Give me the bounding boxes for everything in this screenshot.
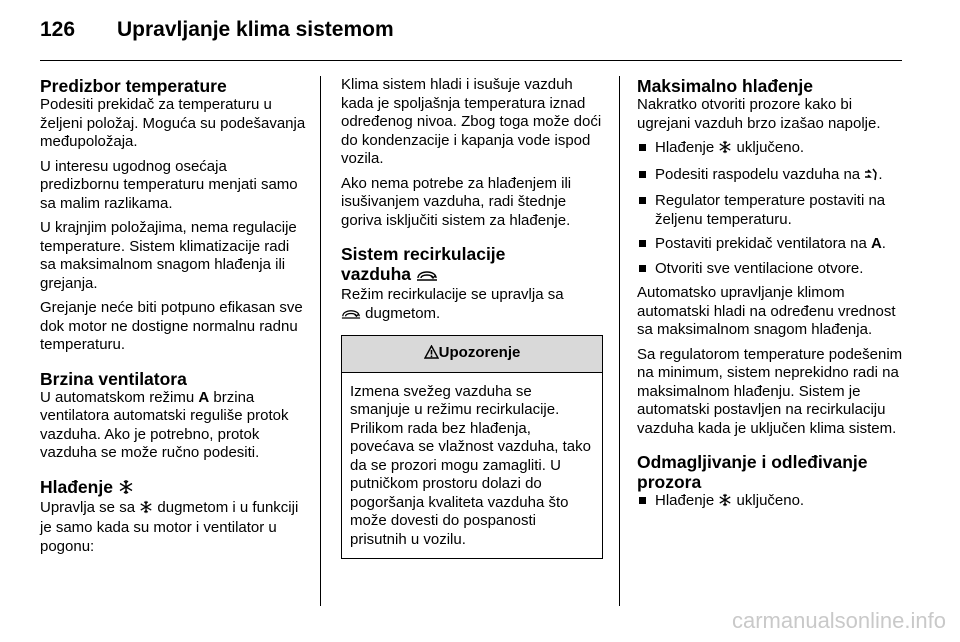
warning-text: Izmena svežeg vazduha se smanjuje u režimu recirkulacije. Prilikom rada bez hlađenja, povećava se vlažnost vazduha, tako da se prozori mogu zamagliti. U putničkom prostoru dolazi do pogoršanja kvaliteta vazduha što može dovesti do pospanosti prisutnih u vozilu. [350, 382, 591, 548]
paragraph: Podesiti prekidač za temperaturu u željeni položaj. Moguća su podešavanja međupoložaja. [40, 96, 306, 150]
snowflake-icon [718, 140, 732, 160]
paragraph: Nakratko otvoriti prozore kako bi ugrejani vazduh brzo izašao napolje. [637, 96, 881, 132]
paragraph: Sa regulatorom temperature podešenim na minimum, sistem neprekidno radi na maksimalnom hlađenju. Sistem je automatski postavljen na recirkulaciju vazduha kada je uključen klima sistem. [637, 345, 903, 437]
column-1 [40, 76, 308, 562]
column-divider-2 [619, 76, 620, 606]
heading-recirkulacija: Sistem recirkulacije vazduha [341, 244, 506, 284]
chapter-title: Upravljanje klima sistemom [117, 18, 394, 41]
paragraph: Automatsko upravljanje klimom automatski hladi na određenu vrednost sa maksimalnom snagom hlađenja. [637, 284, 896, 338]
recirculation-icon [341, 307, 361, 326]
heading-odmagljivanje: Odmagljivanje i odleđivanje prozora [637, 452, 868, 492]
auto-symbol: A [198, 388, 210, 406]
paragraph: U automatskom režimu A brzina ventilatora automatski reguliše protok vazduha. Ako je potrebno, protok vazduha se može ručno podesiti. [40, 388, 289, 461]
paragraph: U interesu ugodnog osećaja predizbornu temperaturu menjati samo sa malim razlikama. [40, 157, 298, 212]
page-number: 126 [40, 18, 76, 41]
list-item: Postaviti prekidač ventilatora na A. [637, 235, 907, 254]
warning-title: Upozorenje [438, 344, 521, 361]
bullet-list [637, 492, 907, 513]
list-item: Hlađenje uključeno. [637, 139, 907, 160]
column-3 [637, 76, 907, 519]
heading-predizbor: Predizbor temperature [40, 76, 227, 96]
heading-maksimalno: Maksimalno hlađenje [637, 76, 814, 96]
warning-box [341, 335, 603, 559]
column-divider-1 [320, 76, 321, 606]
auto-symbol: A [870, 235, 882, 252]
page-header [40, 18, 394, 42]
header-rule [40, 60, 902, 61]
paragraph: Ako nema potrebe za hlađenjem ili isušivanjem vazduha, radi štednje goriva isključiti sistem za hlađenje. [341, 174, 572, 229]
list-item: Hlađenje uključeno. [637, 492, 907, 513]
list-item: Regulator temperature postaviti na željenu temperaturu. [637, 192, 907, 229]
paragraph: Upravlja se sa dugmetom i u funkciji je samo kada su motor i ventilator u pogonu: [40, 498, 299, 555]
paragraph: U krajnjim položajima, nema regulacije temperature. Sistem klimatizacije radi sa maksimalnom snagom hlađenja ili grejanja. [40, 219, 297, 292]
watermark: carmanualsonline.info [731, 608, 946, 633]
heading-brzina: Brzina ventilatora [40, 368, 187, 389]
list-item: Otvoriti sve ventilacione otvore. [637, 260, 907, 279]
snowflake-icon [118, 479, 134, 499]
snowflake-icon [139, 500, 153, 520]
list-item: Podesiti raspodelu vazduha na . [637, 166, 907, 187]
recirculation-icon [416, 266, 438, 286]
snowflake-icon [718, 493, 732, 513]
paragraph: Klima sistem hladi i isušuje vazduh kada je spoljašnja temperatura iznad određenog nivoa. Zbog toga može doći do kondenzacije i kapanja vode ispod vozila. [341, 76, 602, 167]
warning-triangle-icon [424, 345, 439, 365]
paragraph: Grejanje neće biti potpuno efikasan sve dok motor ne dostigne normalnu radnu temperaturu. [40, 299, 303, 353]
bullet-list [637, 139, 907, 278]
heading-hladjenje: Hlađenje [40, 477, 308, 499]
air-distribution-icon [864, 168, 878, 187]
warning-header [342, 336, 602, 373]
column-2 [341, 76, 603, 559]
paragraph: Režim recirkulacije se upravlja sa dugmetom. [341, 286, 603, 325]
